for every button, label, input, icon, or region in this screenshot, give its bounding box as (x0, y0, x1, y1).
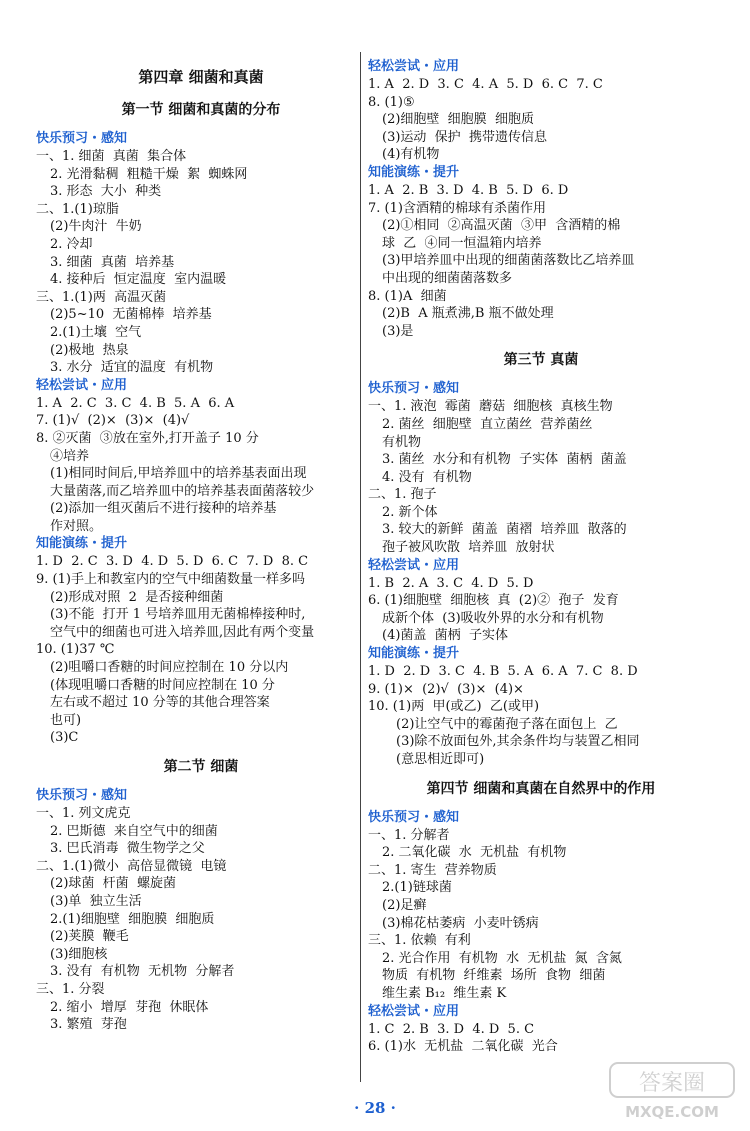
answer-line: (2)①相同 ②高温灭菌 ③甲 含酒精的棉 (382, 218, 621, 234)
section-title: 第四节 细菌和真菌在自然界中的作用 (426, 780, 656, 797)
answer-line: 2. 缩小 增厚 芽孢 休眠体 (50, 999, 209, 1015)
answer-line: (2)足癣 (382, 897, 427, 913)
answer-line: 8. ②灭菌 ③放在室外,打开盖子 10 分 (36, 430, 259, 446)
answer-line: (3)细胞核 (50, 946, 108, 962)
answer-line: 三、1.(1)两 高温灭菌 (36, 289, 167, 305)
answer-line: 二、1. 孢子 (368, 487, 437, 503)
answer-line: 3. 菌丝 水分和有机物 子实体 菌柄 菌盖 (382, 452, 627, 468)
answer-line: 3. 较大的新鲜 菌盖 菌褶 培养皿 散落的 (382, 522, 627, 538)
answer-line: (2)球菌 杆菌 螺旋菌 (50, 876, 176, 892)
answer-line: 二、1.(1)微小 高倍显微镜 电镜 (36, 858, 227, 874)
answer-line: 3. 水分 适宜的温度 有机物 (50, 360, 214, 376)
section-title: 第三节 真菌 (503, 352, 579, 369)
answer-line: (3)甲培养皿中出现的细菌菌落数比乙培养皿 (382, 253, 635, 269)
answer-line: 物质 有机物 纤维素 场所 食物 细菌 (382, 968, 606, 984)
answer-line: 二、1.(1)琼脂 (36, 201, 119, 217)
answer-line: (3)单 独立生活 (50, 893, 142, 909)
answer-line: 有机物 (382, 434, 422, 450)
answer-line: 7. (1)含酒精的棉球有杀菌作用 (368, 200, 546, 216)
answer-line: 10. (1)37 ℃ (36, 642, 115, 658)
answer-line: (3)C (50, 730, 79, 746)
answer-line: 一、1. 液泡 霉菌 蘑菇 细胞核 真核生物 (368, 399, 613, 415)
answer-line: 空气中的细菌也可进入培养皿,因此有两个变量 (50, 624, 315, 640)
exercise-heading: 知能演练・提升 (368, 164, 460, 180)
answer-line: 6. (1)水 无机盐 二氧化碳 光合 (368, 1039, 558, 1055)
page-number-value: 28 (364, 1099, 386, 1117)
answer-line: 1. A 2. C 3. C 4. B 5. A 6. A (36, 395, 235, 411)
answer-line: 中出现的细菌菌落数多 (382, 270, 513, 286)
exercise-heading: 知能演练・提升 (368, 646, 460, 662)
answer-line: (2)添加一组灭菌后不进行接种的培养基 (50, 501, 277, 517)
exercise-heading: 轻松尝试・应用 (368, 59, 460, 74)
answer-line: 1. A 2. D 3. C 4. A 5. D 6. C 7. C (368, 77, 603, 92)
answer-line: 3. 没有 有机物 无机物 分解者 (50, 964, 235, 980)
answer-line: 9. (1)× (2)√ (3)× (4)× (368, 681, 524, 697)
exercise-heading: 快乐预习・感知 (36, 131, 128, 146)
answer-line: 2. 菌丝 细胞壁 直立菌丝 营养菌丝 (382, 416, 593, 432)
svg-text:MXQE.COM: MXQE.COM (625, 1103, 719, 1121)
watermark-logo-icon (608, 1059, 736, 1123)
answer-line: 6. (1)细胞壁 细胞核 真 (2)② 孢子 发育 (368, 593, 619, 609)
chapter-title: 第四章 细菌和真菌 (138, 68, 264, 86)
answer-line: 2. 新个体 (382, 504, 438, 520)
answer-line: 1. D 2. D 3. C 4. B 5. A 6. A 7. C 8. D (368, 664, 638, 680)
section-title: 第一节 细菌和真菌的分布 (121, 102, 281, 118)
exercise-heading: 轻松尝试・应用 (36, 377, 128, 393)
answer-line: 1. B 2. A 3. C 4. D 5. D (368, 575, 534, 591)
answer-line: (1)相同时间后,甲培养皿中的培养基表面出现 (50, 466, 307, 482)
answer-line: (2)形成对照 2 是否接种细菌 (50, 589, 224, 605)
answer-line: 也可) (50, 712, 82, 728)
answer-line: (体现咀嚼口香糖的时间应控制在 10 分 (50, 677, 275, 693)
answer-line: 作对照。 (50, 518, 103, 534)
answer-line: (2)荚膜 鞭毛 (50, 929, 129, 945)
answer-line: (4)菌盖 菌柄 子实体 (382, 628, 508, 644)
answer-line: 2.(1)细胞壁 细胞膜 细胞质 (50, 911, 215, 927)
answer-line: 2. 冷却 (50, 236, 93, 252)
answer-line: 球 乙 ④同一恒温箱内培养 (382, 235, 542, 251)
answer-line: 2. 光滑黏稠 粗糙干燥 絮 蜘蛛网 (50, 166, 248, 182)
section-title: 第二节 细菌 (163, 759, 239, 775)
answer-line: (2)让空气中的霉菌孢子落在面包上 乙 (396, 716, 618, 732)
answer-line: 一、1. 分解者 (368, 827, 450, 843)
answer-line: (2)咀嚼口香糖的时间应控制在 10 分以内 (50, 660, 289, 676)
answer-line: 7. (1)√ (2)× (3)× (4)√ (36, 413, 190, 429)
answer-line: 4. 没有 有机物 (382, 469, 472, 485)
answer-line: 8. (1)A 细菌 (368, 288, 447, 304)
answer-line: (2)细胞壁 细胞膜 细胞质 (382, 112, 534, 128)
answer-line: 2. 光合作用 有机物 水 无机盐 氮 含氮 (382, 950, 622, 966)
answer-line: 10. (1)两 甲(或乙) 乙(或甲) (368, 699, 540, 715)
answer-line: 左右或不超过 10 分等的其他合理答案 (50, 695, 270, 711)
column-divider (360, 52, 361, 1082)
answer-line: (2)牛肉汁 牛奶 (50, 219, 142, 235)
answer-line: 孢子被风吹散 培养皿 放射状 (382, 540, 555, 556)
answer-line: (3)不能 打开 1 号培养皿用无菌棉棒接种时, (50, 607, 306, 623)
answer-line: ④培养 (50, 448, 90, 464)
right-column (368, 58, 714, 1056)
answer-line: 2.(1)链球菌 (382, 880, 452, 896)
answer-line: 一、1. 列文虎克 (36, 806, 131, 821)
answer-line: 1. C 2. B 3. D 4. D 5. C (368, 1021, 535, 1037)
answer-line: 二、1. 寄生 营养物质 (368, 862, 497, 878)
answer-line: 1. A 2. B 3. D 4. B 5. D 6. D (368, 182, 569, 198)
answer-line: 3. 巴氏消毒 微生物学之父 (50, 841, 205, 857)
answer-line: 3. 细菌 真菌 培养基 (50, 254, 175, 270)
left-column (36, 58, 366, 1034)
answer-line: (3)是 (382, 323, 414, 339)
answer-line: 维生素 B₁₂ 维生素 K (382, 985, 507, 1001)
answer-line: (3)运动 保护 携带遗传信息 (382, 129, 547, 145)
exercise-heading: 知能演练・提升 (36, 536, 128, 552)
answer-line: (2)B A 瓶煮沸,B 瓶不做处理 (382, 306, 554, 322)
answer-line: 大量菌落,而乙培养皿中的培养基表面菌落较少 (50, 483, 315, 499)
answer-line: (2)极地 热泉 (50, 342, 129, 358)
exercise-heading: 快乐预习・感知 (368, 809, 460, 825)
answer-line: (3)除不放面包外,其余条件均与装置乙相同 (396, 734, 640, 750)
answer-line: 4. 接种后 恒定温度 室内温暖 (50, 272, 227, 288)
answer-line: 1. D 2. C 3. D 4. D 5. D 6. C 7. D 8. C (36, 554, 309, 570)
answer-line: 三、1. 依赖 有利 (368, 933, 471, 949)
answer-line: 3. 繁殖 芽孢 (50, 1017, 127, 1033)
exercise-heading: 快乐预习・感知 (368, 381, 460, 397)
answer-line: 9. (1)手上和教室内的空气中细菌数量一样多吗 (36, 572, 305, 588)
answer-line: 成新个体 (3)吸收外界的水分和有机物 (382, 610, 604, 626)
answer-line: (3)棉花枯萎病 小麦叶锈病 (382, 915, 539, 931)
answer-line: 3. 形态 大小 种类 (50, 184, 162, 200)
answer-line: 2.(1)土壤 空气 (50, 324, 142, 340)
exercise-heading: 轻松尝试・应用 (368, 557, 460, 573)
answer-line: 三、1. 分裂 (36, 981, 105, 997)
answer-line: 8. (1)⑤ (368, 94, 415, 110)
svg-text:答案圈: 答案圈 (638, 1071, 706, 1096)
exercise-heading: 快乐预习・感知 (36, 788, 128, 803)
answer-line: (2)5~10 无菌棉棒 培养基 (50, 307, 212, 323)
answer-line: (意思相近即可) (396, 752, 485, 767)
answer-line: 2. 二氧化碳 水 无机盐 有机物 (382, 845, 567, 861)
answer-line: 2. 巴斯德 来自空气中的细菌 (50, 823, 218, 839)
answer-line: 一、1. 细菌 真菌 集合体 (36, 149, 187, 164)
exercise-heading: 轻松尝试・应用 (368, 1003, 460, 1019)
answer-line: (4)有机物 (382, 147, 440, 163)
page-number: · 28 · (354, 1099, 396, 1117)
